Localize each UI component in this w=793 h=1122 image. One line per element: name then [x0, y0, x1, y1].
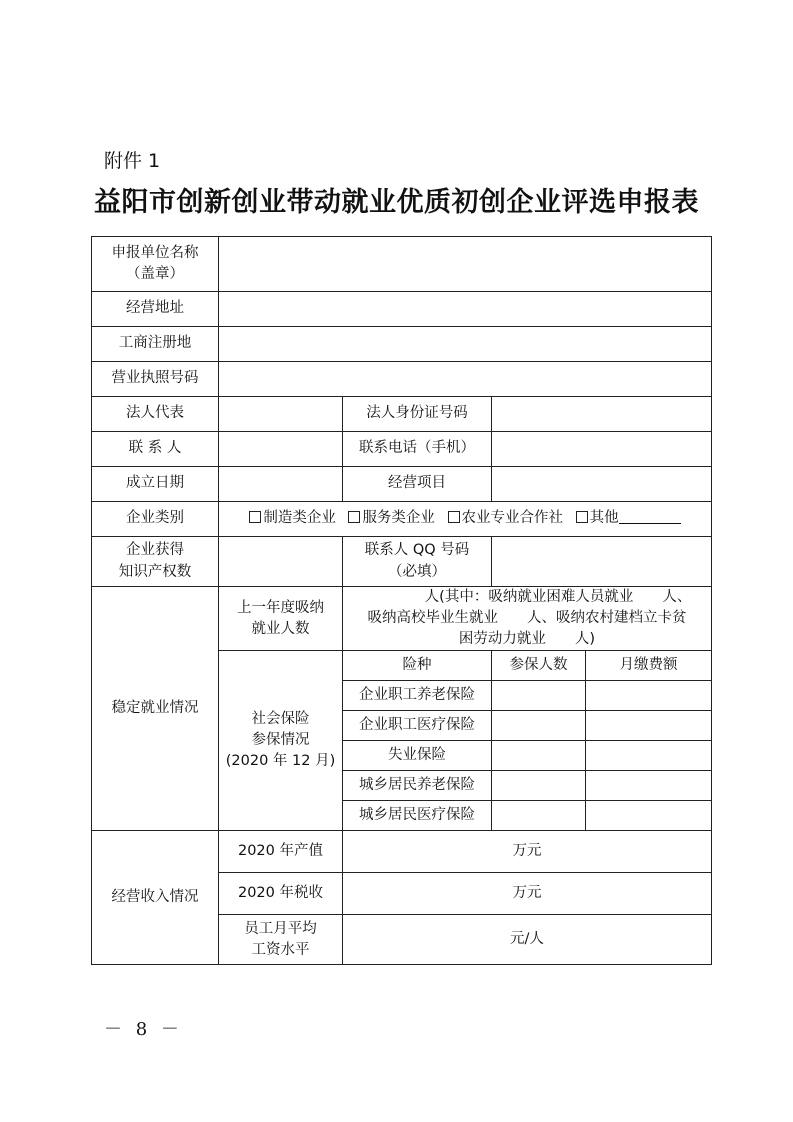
qq-label: 联系人 QQ 号码 （必填） [343, 537, 492, 587]
ins-header-count: 参保人数 [492, 651, 586, 681]
address-label: 经营地址 [92, 292, 219, 327]
tax-label: 2020 年税收 [219, 873, 343, 915]
attachment-label: 附件 1 [104, 150, 161, 172]
ins-type: 企业职工养老保险 [343, 681, 492, 711]
employment-note[interactable]: 人(其中：吸纳就业困难人员就业 人、 吸纳高校毕业生就业 人、吸纳农村建档立卡贫 困劳动力就业 人) [343, 587, 712, 651]
category-option[interactable]: 农业专业合作社 [448, 510, 564, 526]
ins-amount-field[interactable] [586, 681, 712, 711]
contact-field[interactable] [219, 432, 343, 467]
category-option[interactable]: 服务类企业 [348, 510, 435, 526]
tax-field[interactable]: 万元 [343, 873, 712, 915]
founded-label: 成立日期 [92, 467, 219, 502]
ins-amount-field[interactable] [586, 771, 712, 801]
ins-header-amount: 月缴费额 [586, 651, 712, 681]
employment-label: 稳定就业情况 [92, 587, 219, 831]
checkbox-icon[interactable] [348, 511, 360, 523]
ins-count-field[interactable] [492, 801, 586, 831]
ins-type: 城乡居民医疗保险 [343, 801, 492, 831]
page-number: － 8 － [104, 1019, 183, 1040]
revenue-label: 经营收入情况 [92, 831, 219, 965]
last-year-employment-label: 上一年度吸纳 就业人数 [219, 587, 343, 651]
insurance-label: 社会保险 参保情况 (2020 年 12 月) [219, 651, 343, 831]
other-blank-line[interactable] [619, 509, 681, 524]
form-title: 益阳市创新创业带动就业优质初创企业评选申报表 [94, 187, 699, 218]
unit-name-label: 申报单位名称 （盖章） [92, 237, 219, 292]
license-field[interactable] [219, 362, 712, 397]
founded-field[interactable] [219, 467, 343, 502]
ip-field[interactable] [219, 537, 343, 587]
address-field[interactable] [219, 292, 712, 327]
ins-amount-field[interactable] [586, 711, 712, 741]
legal-rep-field[interactable] [219, 397, 343, 432]
category-options [219, 502, 712, 537]
contact-phone-label: 联系电话（手机） [343, 432, 492, 467]
registration-field[interactable] [219, 327, 712, 362]
qq-field[interactable] [492, 537, 712, 587]
checkbox-icon[interactable] [448, 511, 460, 523]
business-items-field[interactable] [492, 467, 712, 502]
application-form-table [91, 236, 712, 965]
ins-amount-field[interactable] [586, 801, 712, 831]
unit-name-field[interactable] [219, 237, 712, 292]
ins-type: 失业保险 [343, 741, 492, 771]
ins-amount-field[interactable] [586, 741, 712, 771]
output-label: 2020 年产值 [219, 831, 343, 873]
registration-label: 工商注册地 [92, 327, 219, 362]
license-label: 营业执照号码 [92, 362, 219, 397]
ins-count-field[interactable] [492, 771, 586, 801]
checkbox-icon[interactable] [249, 511, 261, 523]
ins-type: 企业职工医疗保险 [343, 711, 492, 741]
category-label: 企业类别 [92, 502, 219, 537]
ins-type: 城乡居民养老保险 [343, 771, 492, 801]
legal-id-field[interactable] [492, 397, 712, 432]
legal-id-label: 法人身份证号码 [343, 397, 492, 432]
checkbox-icon[interactable] [576, 511, 588, 523]
category-option[interactable]: 制造类企业 [249, 510, 336, 526]
output-field[interactable]: 万元 [343, 831, 712, 873]
wage-label: 员工月平均 工资水平 [219, 915, 343, 965]
ins-count-field[interactable] [492, 711, 586, 741]
ins-count-field[interactable] [492, 681, 586, 711]
ip-label: 企业获得 知识产权数 [92, 537, 219, 587]
ins-count-field[interactable] [492, 741, 586, 771]
business-items-label: 经营项目 [343, 467, 492, 502]
contact-phone-field[interactable] [492, 432, 712, 467]
legal-rep-label: 法人代表 [92, 397, 219, 432]
category-option[interactable]: 其他 [576, 510, 681, 526]
wage-field[interactable]: 元/人 [343, 915, 712, 965]
ins-header-type: 险种 [343, 651, 492, 681]
contact-label: 联 系 人 [92, 432, 219, 467]
